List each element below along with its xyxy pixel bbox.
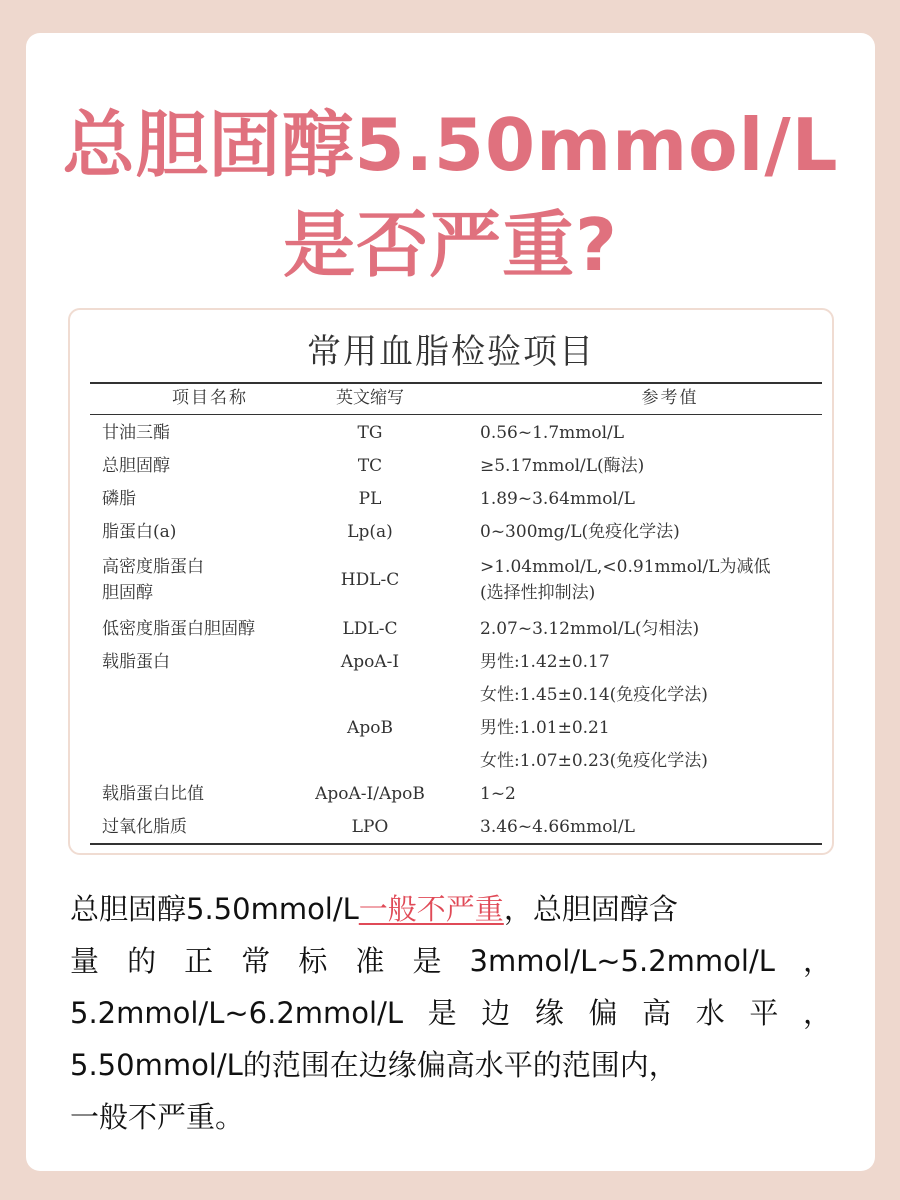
row-ldl-abbr: LDL-C	[342, 619, 398, 639]
table-header-rule	[90, 414, 822, 415]
row-lpa-abbr: Lp(a)	[347, 522, 393, 542]
lipid-table-image	[68, 308, 834, 855]
row-apoa-ref-male: 男性:1.42±0.17	[480, 652, 610, 672]
paragraph-word: 标	[298, 944, 328, 978]
row-lpa-ref: 0~300mg/L(免疫化学法)	[480, 522, 680, 542]
row-hdl-ref: >1.04mmol/L,<0.91mmol/L为减低	[480, 557, 771, 577]
paragraph-line-1	[70, 883, 832, 935]
paragraph-word: 3mmol/L~5.2mmol/L	[469, 944, 775, 978]
row-ratio-name: 载脂蛋白比值	[102, 784, 204, 804]
title-line-2: 是否严重?	[283, 203, 618, 287]
header-ref: 参考值	[641, 388, 699, 408]
row-ldl-ref: 2.07~3.12mmol/L(匀相法)	[480, 619, 700, 639]
paragraph-word: 高	[642, 996, 672, 1030]
row-tg-name: 甘油三酯	[102, 423, 170, 443]
paragraph-word: 量	[70, 944, 100, 978]
row-ldl-name: 低密度脂蛋白胆固醇	[102, 619, 255, 639]
table-title: 常用血脂检验项目	[307, 332, 595, 372]
table-bottom-rule	[90, 843, 822, 845]
row-ratio-ref: 1~2	[480, 784, 516, 804]
paragraph-word: ，	[802, 996, 832, 1030]
table-top-rule	[90, 382, 822, 384]
paragraph-word: 平	[749, 996, 779, 1030]
paragraph-line-3	[70, 987, 832, 1039]
row-tc-abbr: TC	[357, 456, 383, 476]
paragraph-word: 正	[184, 944, 214, 978]
page-title	[26, 95, 875, 295]
paragraph-text: ，总胆固醇含	[503, 892, 678, 926]
explanation-paragraph	[70, 883, 832, 1143]
row-tc-name: 总胆固醇	[102, 456, 170, 476]
row-pl-abbr: PL	[358, 489, 382, 509]
row-apoa-abbr: ApoA-I	[340, 652, 400, 672]
row-apob-ref-female: 女性:1.07±0.23(免疫化学法)	[480, 751, 708, 771]
row-pl-ref: 1.89~3.64mmol/L	[480, 489, 635, 509]
paragraph-word: 偏	[588, 996, 618, 1030]
row-ratio-abbr: ApoA-I/ApoB	[315, 784, 425, 804]
paragraph-line-5: 一般不严重。	[70, 1100, 245, 1134]
paragraph-word: ，	[802, 944, 832, 978]
row-lpo-abbr: LPO	[351, 817, 389, 837]
paragraph-word: 的	[127, 944, 157, 978]
row-pl-name: 磷脂	[102, 489, 136, 509]
paragraph-word: 准	[355, 944, 385, 978]
paragraph-line-2	[70, 935, 832, 987]
row-hdl-ref-2: (选择性抑制法)	[480, 583, 596, 603]
row-apob-abbr: ApoB	[347, 718, 393, 738]
row-apob-ref-male: 男性:1.01±0.21	[480, 718, 610, 738]
paragraph-line-4: 5.50mmol/L的范围在边缘偏高水平的范围内，	[70, 1048, 678, 1082]
header-name: 项目名称	[172, 388, 248, 408]
row-hdl-abbr: HDL-C	[340, 570, 400, 590]
paragraph-word: 边	[481, 996, 511, 1030]
header-abbr: 英文缩写	[336, 388, 404, 408]
paragraph-word: 水	[695, 996, 725, 1030]
row-hdl-name-2: 胆固醇	[102, 583, 153, 603]
paragraph-word: 常	[241, 944, 271, 978]
content-card	[26, 33, 875, 1171]
row-tg-abbr: TG	[357, 423, 383, 443]
row-tg-ref: 0.56~1.7mmol/L	[480, 423, 625, 443]
paragraph-word: 是	[412, 944, 442, 978]
row-lpo-name: 过氧化脂质	[102, 817, 187, 837]
row-lpo-ref: 3.46~4.66mmol/L	[480, 817, 635, 837]
title-line-1: 总胆固醇5.50mmol/L	[62, 103, 839, 187]
row-lpa-name: 脂蛋白(a)	[102, 522, 177, 542]
row-tc-ref: ≥5.17mmol/L(酶法)	[480, 456, 645, 476]
paragraph-text: 总胆固醇5.50mmol/L	[70, 892, 359, 926]
paragraph-word: 缘	[534, 996, 564, 1030]
highlight-not-serious: 一般不严重	[358, 892, 504, 926]
row-apoa-ref-female: 女性:1.45±0.14(免疫化学法)	[480, 685, 708, 705]
row-apoa-name: 载脂蛋白	[102, 652, 170, 672]
row-hdl-name: 高密度脂蛋白	[102, 557, 204, 577]
paragraph-word: 是	[427, 996, 457, 1030]
paragraph-word: 5.2mmol/L~6.2mmol/L	[70, 996, 403, 1030]
